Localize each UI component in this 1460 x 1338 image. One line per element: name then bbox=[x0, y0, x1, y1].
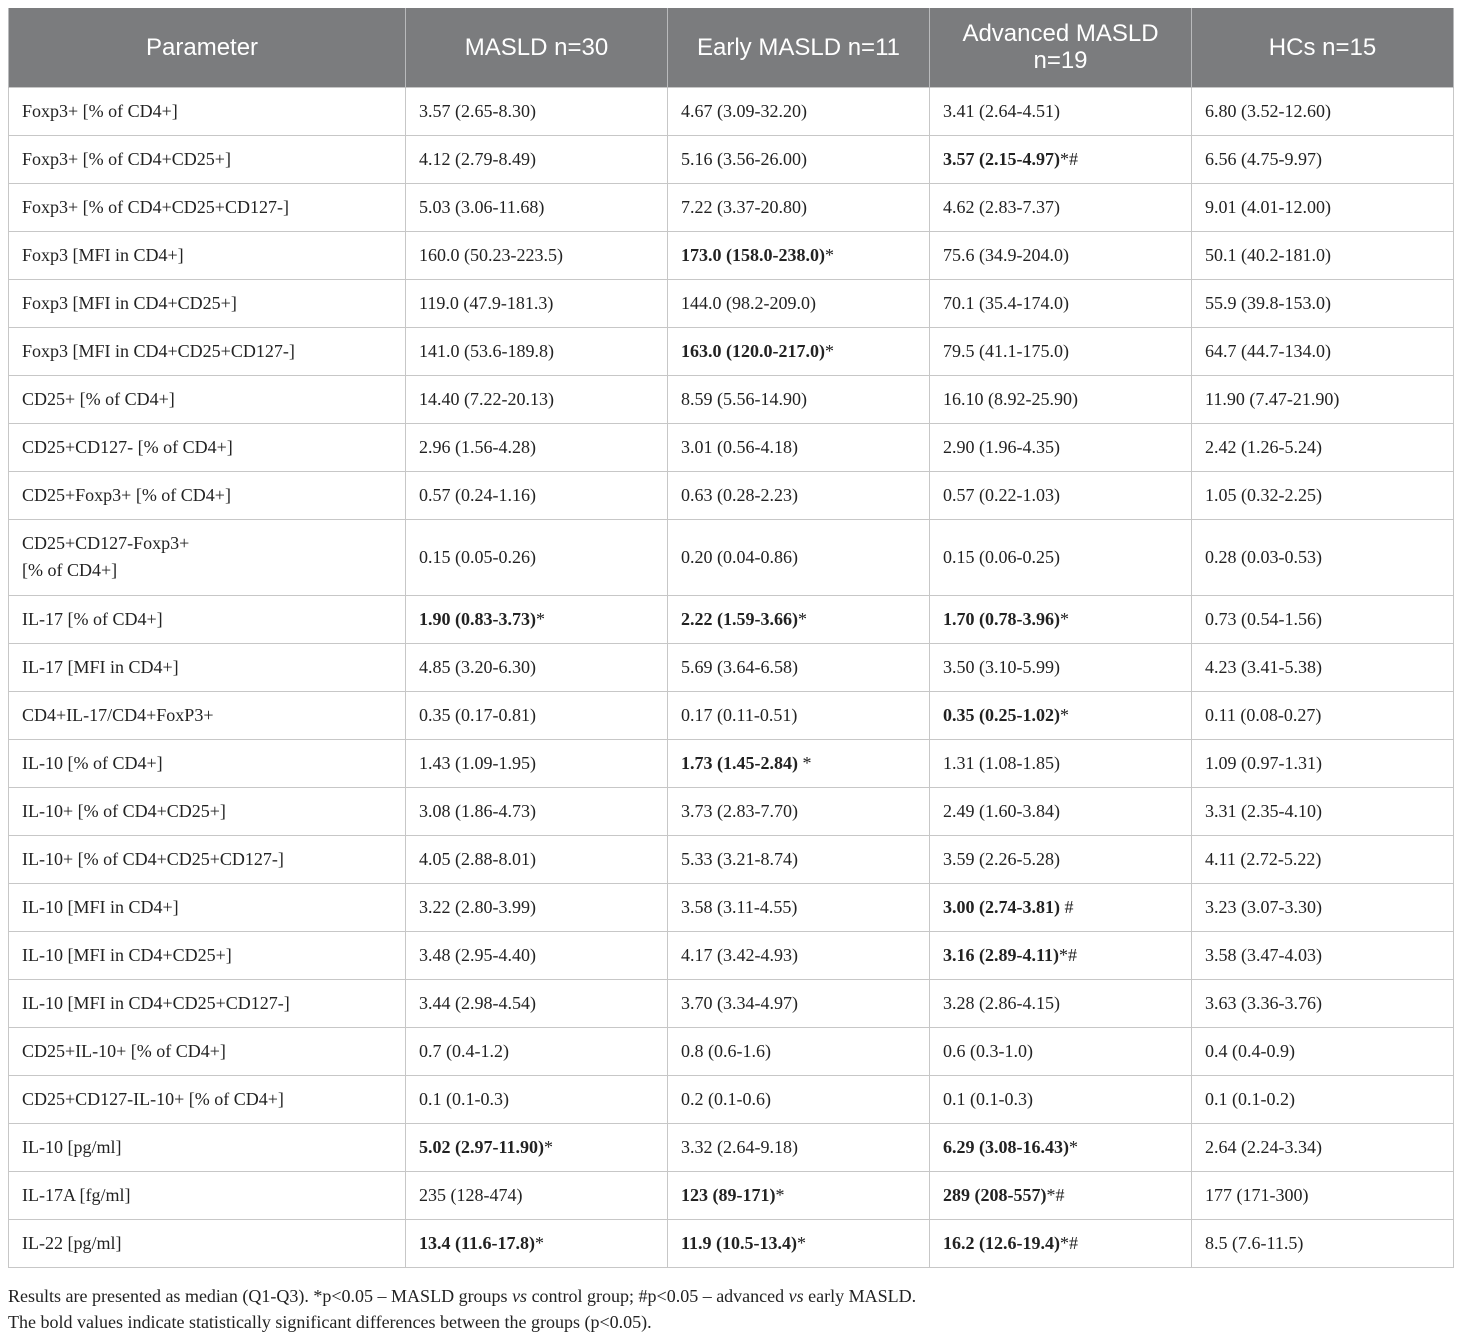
value-cell-hcs bbox=[1192, 1027, 1454, 1075]
table-row bbox=[9, 595, 1454, 643]
value-cell-hcs bbox=[1192, 327, 1454, 375]
cell-value: 9.01 (4.01-12.00) bbox=[1205, 196, 1331, 217]
significance-mark: * bbox=[535, 1232, 544, 1253]
cell-value: 3.28 (2.86-4.15) bbox=[943, 992, 1060, 1013]
value-cell-masld bbox=[406, 519, 668, 595]
significance-mark: * bbox=[797, 752, 812, 773]
value-cell-masld bbox=[406, 87, 668, 135]
cell-value: 3.59 (2.26-5.28) bbox=[943, 848, 1060, 869]
parameter-cell: IL-22 [pg/ml] bbox=[9, 1219, 406, 1267]
value-cell-advanced-masld bbox=[930, 1219, 1192, 1267]
value-cell-advanced-masld bbox=[930, 1123, 1192, 1171]
parameter-line: [% of CD4+] bbox=[22, 560, 118, 580]
header-masld: MASLD n=30 bbox=[406, 8, 668, 87]
value-cell-hcs bbox=[1192, 979, 1454, 1027]
value-cell-advanced-masld bbox=[930, 739, 1192, 787]
value-cell-early-masld bbox=[668, 883, 930, 931]
cell-value: 119.0 (47.9-181.3) bbox=[419, 292, 554, 313]
parameter-cell: CD4+IL-17/CD4+FoxP3+ bbox=[9, 691, 406, 739]
table-row bbox=[9, 979, 1454, 1027]
cell-value: 0.35 (0.25-1.02) bbox=[943, 704, 1060, 725]
cell-value: 5.16 (3.56-26.00) bbox=[681, 148, 807, 169]
parameter-line: CD25+CD127-Foxp3+ bbox=[22, 533, 190, 553]
value-cell-masld bbox=[406, 979, 668, 1027]
parameter-cell: Foxp3+ [% of CD4+CD25+] bbox=[9, 135, 406, 183]
cell-value: 64.7 (44.7-134.0) bbox=[1205, 340, 1331, 361]
cell-value: 0.63 (0.28-2.23) bbox=[681, 484, 798, 505]
footnote-text: early MASLD. bbox=[803, 1286, 917, 1306]
header-hcs: HCs n=15 bbox=[1192, 8, 1454, 87]
value-cell-early-masld bbox=[668, 643, 930, 691]
parameter-cell: IL-10+ [% of CD4+CD25+CD127-] bbox=[9, 835, 406, 883]
cell-value: 0.1 (0.1-0.2) bbox=[1205, 1088, 1295, 1109]
cell-value: 1.73 (1.45-2.84) bbox=[681, 752, 798, 773]
value-cell-masld bbox=[406, 471, 668, 519]
value-cell-early-masld bbox=[668, 595, 930, 643]
cell-value: 0.4 (0.4-0.9) bbox=[1205, 1040, 1295, 1061]
cell-value: 3.58 (3.47-4.03) bbox=[1205, 944, 1322, 965]
parameter-cell: IL-10+ [% of CD4+CD25+] bbox=[9, 787, 406, 835]
cell-value: 3.57 (2.65-8.30) bbox=[419, 100, 536, 121]
value-cell-advanced-masld bbox=[930, 423, 1192, 471]
cell-value: 4.62 (2.83-7.37) bbox=[943, 196, 1060, 217]
cell-value: 0.11 (0.08-0.27) bbox=[1205, 704, 1322, 725]
cell-value: 2.64 (2.24-3.34) bbox=[1205, 1136, 1322, 1157]
parameter-cell: Foxp3+ [% of CD4+] bbox=[9, 87, 406, 135]
cell-value: 11.90 (7.47-21.90) bbox=[1205, 388, 1340, 409]
cell-value: 2.42 (1.26-5.24) bbox=[1205, 436, 1322, 457]
value-cell-early-masld bbox=[668, 1171, 930, 1219]
cell-value: 0.15 (0.05-0.26) bbox=[419, 546, 536, 567]
cell-value: 75.6 (34.9-204.0) bbox=[943, 244, 1069, 265]
value-cell-masld bbox=[406, 1027, 668, 1075]
table-row bbox=[9, 183, 1454, 231]
cell-value: 123 (89-171) bbox=[681, 1184, 776, 1205]
cell-value: 3.01 (0.56-4.18) bbox=[681, 436, 798, 457]
parameter-cell: Foxp3+ [% of CD4+CD25+CD127-] bbox=[9, 183, 406, 231]
cell-value: 4.85 (3.20-6.30) bbox=[419, 656, 536, 677]
cell-value: 160.0 (50.23-223.5) bbox=[419, 244, 563, 265]
cell-value: 3.31 (2.35-4.10) bbox=[1205, 800, 1322, 821]
value-cell-early-masld bbox=[668, 279, 930, 327]
value-cell-hcs bbox=[1192, 279, 1454, 327]
significance-mark: *# bbox=[1059, 1232, 1078, 1253]
header-parameter: Parameter bbox=[9, 8, 406, 87]
cell-value: 6.56 (4.75-9.97) bbox=[1205, 148, 1322, 169]
value-cell-masld bbox=[406, 883, 668, 931]
value-cell-advanced-masld bbox=[930, 519, 1192, 595]
value-cell-masld bbox=[406, 423, 668, 471]
cell-value: 144.0 (98.2-209.0) bbox=[681, 292, 816, 313]
value-cell-advanced-masld bbox=[930, 327, 1192, 375]
table-row bbox=[9, 1027, 1454, 1075]
value-cell-early-masld bbox=[668, 471, 930, 519]
cell-value: 3.44 (2.98-4.54) bbox=[419, 992, 536, 1013]
significance-mark: * bbox=[535, 608, 545, 629]
table-header bbox=[9, 8, 1454, 87]
parameter-cell: IL-10 [MFI in CD4+CD25+] bbox=[9, 931, 406, 979]
cell-value: 4.67 (3.09-32.20) bbox=[681, 100, 807, 121]
cell-value: 0.8 (0.6-1.6) bbox=[681, 1040, 771, 1061]
value-cell-hcs bbox=[1192, 595, 1454, 643]
value-cell-advanced-masld bbox=[930, 691, 1192, 739]
cell-value: 0.2 (0.1-0.6) bbox=[681, 1088, 771, 1109]
value-cell-masld bbox=[406, 739, 668, 787]
value-cell-hcs bbox=[1192, 135, 1454, 183]
value-cell-hcs bbox=[1192, 87, 1454, 135]
cell-value: 5.33 (3.21-8.74) bbox=[681, 848, 798, 869]
significance-mark: * bbox=[1068, 1136, 1078, 1157]
table-row bbox=[9, 519, 1454, 595]
table-row bbox=[9, 643, 1454, 691]
value-cell-early-masld bbox=[668, 87, 930, 135]
footnote-text: Results are presented as median (Q1-Q3). *p<0.05 – MASLD groups bbox=[8, 1286, 513, 1306]
cell-value: 0.35 (0.17-0.81) bbox=[419, 704, 536, 725]
cell-value: 1.70 (0.78-3.96) bbox=[943, 608, 1060, 629]
cell-value: 79.5 (41.1-175.0) bbox=[943, 340, 1069, 361]
value-cell-advanced-masld bbox=[930, 183, 1192, 231]
value-cell-early-masld bbox=[668, 979, 930, 1027]
cell-value: 7.22 (3.37-20.80) bbox=[681, 196, 807, 217]
significance-mark: * bbox=[1059, 704, 1069, 725]
cell-value: 177 (171-300) bbox=[1205, 1184, 1309, 1205]
value-cell-advanced-masld bbox=[930, 231, 1192, 279]
parameter-cell: CD25+Foxp3+ [% of CD4+] bbox=[9, 471, 406, 519]
parameter-cell: CD25+CD127-IL-10+ [% of CD4+] bbox=[9, 1075, 406, 1123]
table-row bbox=[9, 375, 1454, 423]
cell-value: 1.31 (1.08-1.85) bbox=[943, 752, 1060, 773]
cell-value: 3.41 (2.64-4.51) bbox=[943, 100, 1060, 121]
table-row bbox=[9, 1123, 1454, 1171]
value-cell-hcs bbox=[1192, 231, 1454, 279]
significance-mark: *# bbox=[1046, 1184, 1065, 1205]
value-cell-hcs bbox=[1192, 883, 1454, 931]
cell-value: 8.59 (5.56-14.90) bbox=[681, 388, 807, 409]
cell-value: 5.02 (2.97-11.90) bbox=[419, 1136, 544, 1157]
value-cell-hcs bbox=[1192, 183, 1454, 231]
footnote-line-1 bbox=[8, 1283, 1453, 1309]
cell-value: 0.28 (0.03-0.53) bbox=[1205, 546, 1322, 567]
parameter-cell: IL-10 [% of CD4+] bbox=[9, 739, 406, 787]
significance-mark: # bbox=[1059, 896, 1074, 917]
value-cell-advanced-masld bbox=[930, 883, 1192, 931]
value-cell-early-masld bbox=[668, 691, 930, 739]
value-cell-hcs bbox=[1192, 1075, 1454, 1123]
significance-mark: * bbox=[775, 1184, 785, 1205]
value-cell-masld bbox=[406, 835, 668, 883]
cell-value: 3.57 (2.15-4.97) bbox=[943, 148, 1060, 169]
cell-value: 6.80 (3.52-12.60) bbox=[1205, 100, 1331, 121]
value-cell-early-masld bbox=[668, 183, 930, 231]
cell-value: 2.90 (1.96-4.35) bbox=[943, 436, 1060, 457]
table-row bbox=[9, 471, 1454, 519]
cell-value: 289 (208-557) bbox=[943, 1184, 1047, 1205]
value-cell-masld bbox=[406, 1123, 668, 1171]
value-cell-advanced-masld bbox=[930, 471, 1192, 519]
value-cell-masld bbox=[406, 375, 668, 423]
value-cell-masld bbox=[406, 643, 668, 691]
value-cell-hcs bbox=[1192, 1123, 1454, 1171]
value-cell-hcs bbox=[1192, 787, 1454, 835]
cell-value: 5.03 (3.06-11.68) bbox=[419, 196, 545, 217]
parameter-cell: Foxp3 [MFI in CD4+CD25+CD127-] bbox=[9, 327, 406, 375]
cell-value: 1.05 (0.32-2.25) bbox=[1205, 484, 1322, 505]
value-cell-early-masld bbox=[668, 135, 930, 183]
value-cell-masld bbox=[406, 1219, 668, 1267]
footnote-line-2: The bold values indicate statistically significant differences between the groups (p<0.05). bbox=[8, 1312, 652, 1332]
value-cell-hcs bbox=[1192, 691, 1454, 739]
value-cell-hcs bbox=[1192, 471, 1454, 519]
significance-mark: * bbox=[824, 340, 834, 361]
significance-mark: * bbox=[797, 1232, 806, 1253]
cell-value: 3.50 (3.10-5.99) bbox=[943, 656, 1060, 677]
cell-value: 1.90 (0.83-3.73) bbox=[419, 608, 536, 629]
cell-value: 0.1 (0.1-0.3) bbox=[943, 1088, 1033, 1109]
cell-value: 235 (128-474) bbox=[419, 1184, 523, 1205]
significance-mark: * bbox=[824, 244, 834, 265]
cell-value: 1.43 (1.09-1.95) bbox=[419, 752, 536, 773]
table-row bbox=[9, 931, 1454, 979]
cell-value: 3.16 (2.89-4.11) bbox=[943, 944, 1059, 965]
footnote-text: control group; #p<0.05 – advanced bbox=[527, 1286, 789, 1306]
value-cell-masld bbox=[406, 327, 668, 375]
value-cell-advanced-masld bbox=[930, 1027, 1192, 1075]
value-cell-hcs bbox=[1192, 739, 1454, 787]
cell-value: 14.40 (7.22-20.13) bbox=[419, 388, 554, 409]
significance-mark: *# bbox=[1059, 944, 1077, 965]
parameter-cell: IL-17A [fg/ml] bbox=[9, 1171, 406, 1219]
table-row bbox=[9, 231, 1454, 279]
table-row bbox=[9, 135, 1454, 183]
cell-value: 141.0 (53.6-189.8) bbox=[419, 340, 554, 361]
results-table-container bbox=[8, 8, 1453, 1268]
table-row bbox=[9, 1075, 1454, 1123]
table-row bbox=[9, 327, 1454, 375]
parameter-cell: CD25+ [% of CD4+] bbox=[9, 375, 406, 423]
results-table bbox=[8, 8, 1454, 1268]
cell-value: 3.63 (3.36-3.76) bbox=[1205, 992, 1322, 1013]
cell-value: 55.9 (39.8-153.0) bbox=[1205, 292, 1331, 313]
value-cell-hcs bbox=[1192, 375, 1454, 423]
value-cell-advanced-masld bbox=[930, 87, 1192, 135]
parameter-cell: IL-10 [MFI in CD4+] bbox=[9, 883, 406, 931]
table-body bbox=[9, 87, 1454, 1267]
table-row bbox=[9, 835, 1454, 883]
cell-value: 3.08 (1.86-4.73) bbox=[419, 800, 536, 821]
cell-value: 3.23 (3.07-3.30) bbox=[1205, 896, 1322, 917]
parameter-cell: Foxp3 [MFI in CD4+CD25+] bbox=[9, 279, 406, 327]
value-cell-advanced-masld bbox=[930, 835, 1192, 883]
cell-value: 3.00 (2.74-3.81) bbox=[943, 896, 1060, 917]
cell-value: 1.09 (0.97-1.31) bbox=[1205, 752, 1322, 773]
value-cell-early-masld bbox=[668, 1075, 930, 1123]
value-cell-advanced-masld bbox=[930, 1075, 1192, 1123]
value-cell-masld bbox=[406, 787, 668, 835]
footnote-vs: vs bbox=[512, 1286, 528, 1306]
value-cell-early-masld bbox=[668, 1123, 930, 1171]
cell-value: 4.17 (3.42-4.93) bbox=[681, 944, 798, 965]
cell-value: 0.73 (0.54-1.56) bbox=[1205, 608, 1322, 629]
parameter-cell bbox=[9, 519, 406, 595]
value-cell-hcs bbox=[1192, 423, 1454, 471]
value-cell-hcs bbox=[1192, 1171, 1454, 1219]
value-cell-hcs bbox=[1192, 835, 1454, 883]
cell-value: 3.48 (2.95-4.40) bbox=[419, 944, 536, 965]
value-cell-masld bbox=[406, 1171, 668, 1219]
value-cell-masld bbox=[406, 135, 668, 183]
cell-value: 8.5 (7.6-11.5) bbox=[1205, 1232, 1304, 1253]
parameter-cell: IL-10 [MFI in CD4+CD25+CD127-] bbox=[9, 979, 406, 1027]
value-cell-masld bbox=[406, 691, 668, 739]
value-cell-advanced-masld bbox=[930, 375, 1192, 423]
cell-value: 16.10 (8.92-25.90) bbox=[943, 388, 1078, 409]
cell-value: 11.9 (10.5-13.4) bbox=[681, 1232, 797, 1253]
value-cell-advanced-masld bbox=[930, 931, 1192, 979]
cell-value: 4.05 (2.88-8.01) bbox=[419, 848, 536, 869]
table-row bbox=[9, 87, 1454, 135]
value-cell-masld bbox=[406, 183, 668, 231]
value-cell-early-masld bbox=[668, 787, 930, 835]
value-cell-advanced-masld bbox=[930, 595, 1192, 643]
significance-mark: * bbox=[797, 608, 807, 629]
cell-value: 2.49 (1.60-3.84) bbox=[943, 800, 1060, 821]
parameter-cell: CD25+IL-10+ [% of CD4+] bbox=[9, 1027, 406, 1075]
cell-value: 3.32 (2.64-9.18) bbox=[681, 1136, 798, 1157]
cell-value: 4.12 (2.79-8.49) bbox=[419, 148, 536, 169]
cell-value: 0.20 (0.04-0.86) bbox=[681, 546, 798, 567]
table-row bbox=[9, 423, 1454, 471]
value-cell-early-masld bbox=[668, 1027, 930, 1075]
cell-value: 6.29 (3.08-16.43) bbox=[943, 1136, 1069, 1157]
cell-value: 0.1 (0.1-0.3) bbox=[419, 1088, 509, 1109]
cell-value: 173.0 (158.0-238.0) bbox=[681, 244, 825, 265]
header-row bbox=[9, 8, 1454, 87]
value-cell-advanced-masld bbox=[930, 787, 1192, 835]
parameter-cell: IL-10 [pg/ml] bbox=[9, 1123, 406, 1171]
value-cell-hcs bbox=[1192, 643, 1454, 691]
value-cell-hcs bbox=[1192, 1219, 1454, 1267]
value-cell-masld bbox=[406, 931, 668, 979]
table-row bbox=[9, 883, 1454, 931]
value-cell-early-masld bbox=[668, 1219, 930, 1267]
cell-value: 50.1 (40.2-181.0) bbox=[1205, 244, 1331, 265]
value-cell-masld bbox=[406, 1075, 668, 1123]
significance-mark: * bbox=[1059, 608, 1069, 629]
cell-value: 4.23 (3.41-5.38) bbox=[1205, 656, 1322, 677]
cell-value: 163.0 (120.0-217.0) bbox=[681, 340, 825, 361]
value-cell-advanced-masld bbox=[930, 643, 1192, 691]
value-cell-advanced-masld bbox=[930, 1171, 1192, 1219]
value-cell-masld bbox=[406, 595, 668, 643]
footnote-vs: vs bbox=[788, 1286, 804, 1306]
table-footnotes bbox=[8, 1283, 1453, 1335]
value-cell-early-masld bbox=[668, 327, 930, 375]
value-cell-advanced-masld bbox=[930, 279, 1192, 327]
value-cell-early-masld bbox=[668, 931, 930, 979]
cell-value: 0.17 (0.11-0.51) bbox=[681, 704, 798, 725]
value-cell-hcs bbox=[1192, 519, 1454, 595]
value-cell-hcs bbox=[1192, 931, 1454, 979]
value-cell-early-masld bbox=[668, 375, 930, 423]
header-advanced-masld: Advanced MASLD n=19 bbox=[930, 8, 1192, 87]
significance-mark: *# bbox=[1059, 148, 1078, 169]
cell-value: 16.2 (12.6-19.4) bbox=[943, 1232, 1060, 1253]
parameter-cell: IL-17 [% of CD4+] bbox=[9, 595, 406, 643]
value-cell-masld bbox=[406, 231, 668, 279]
cell-value: 13.4 (11.6-17.8) bbox=[419, 1232, 535, 1253]
value-cell-early-masld bbox=[668, 423, 930, 471]
header-early-masld: Early MASLD n=11 bbox=[668, 8, 930, 87]
value-cell-early-masld bbox=[668, 835, 930, 883]
parameter-cell: CD25+CD127- [% of CD4+] bbox=[9, 423, 406, 471]
table-row bbox=[9, 1219, 1454, 1267]
cell-value: 0.57 (0.24-1.16) bbox=[419, 484, 536, 505]
cell-value: 0.15 (0.06-0.25) bbox=[943, 546, 1060, 567]
table-row bbox=[9, 1171, 1454, 1219]
cell-value: 2.22 (1.59-3.66) bbox=[681, 608, 798, 629]
value-cell-advanced-masld bbox=[930, 135, 1192, 183]
parameter-cell: Foxp3 [MFI in CD4+] bbox=[9, 231, 406, 279]
table-row bbox=[9, 691, 1454, 739]
value-cell-early-masld bbox=[668, 739, 930, 787]
cell-value: 70.1 (35.4-174.0) bbox=[943, 292, 1069, 313]
cell-value: 3.73 (2.83-7.70) bbox=[681, 800, 798, 821]
cell-value: 3.22 (2.80-3.99) bbox=[419, 896, 536, 917]
cell-value: 2.96 (1.56-4.28) bbox=[419, 436, 536, 457]
value-cell-masld bbox=[406, 279, 668, 327]
table-row bbox=[9, 739, 1454, 787]
value-cell-early-masld bbox=[668, 519, 930, 595]
value-cell-early-masld bbox=[668, 231, 930, 279]
cell-value: 0.6 (0.3-1.0) bbox=[943, 1040, 1033, 1061]
value-cell-advanced-masld bbox=[930, 979, 1192, 1027]
table-row bbox=[9, 279, 1454, 327]
significance-mark: * bbox=[544, 1136, 553, 1157]
parameter-cell: IL-17 [MFI in CD4+] bbox=[9, 643, 406, 691]
cell-value: 0.7 (0.4-1.2) bbox=[419, 1040, 509, 1061]
cell-value: 4.11 (2.72-5.22) bbox=[1205, 848, 1322, 869]
cell-value: 5.69 (3.64-6.58) bbox=[681, 656, 798, 677]
cell-value: 3.70 (3.34-4.97) bbox=[681, 992, 798, 1013]
cell-value: 3.58 (3.11-4.55) bbox=[681, 896, 798, 917]
cell-value: 0.57 (0.22-1.03) bbox=[943, 484, 1060, 505]
table-row bbox=[9, 787, 1454, 835]
